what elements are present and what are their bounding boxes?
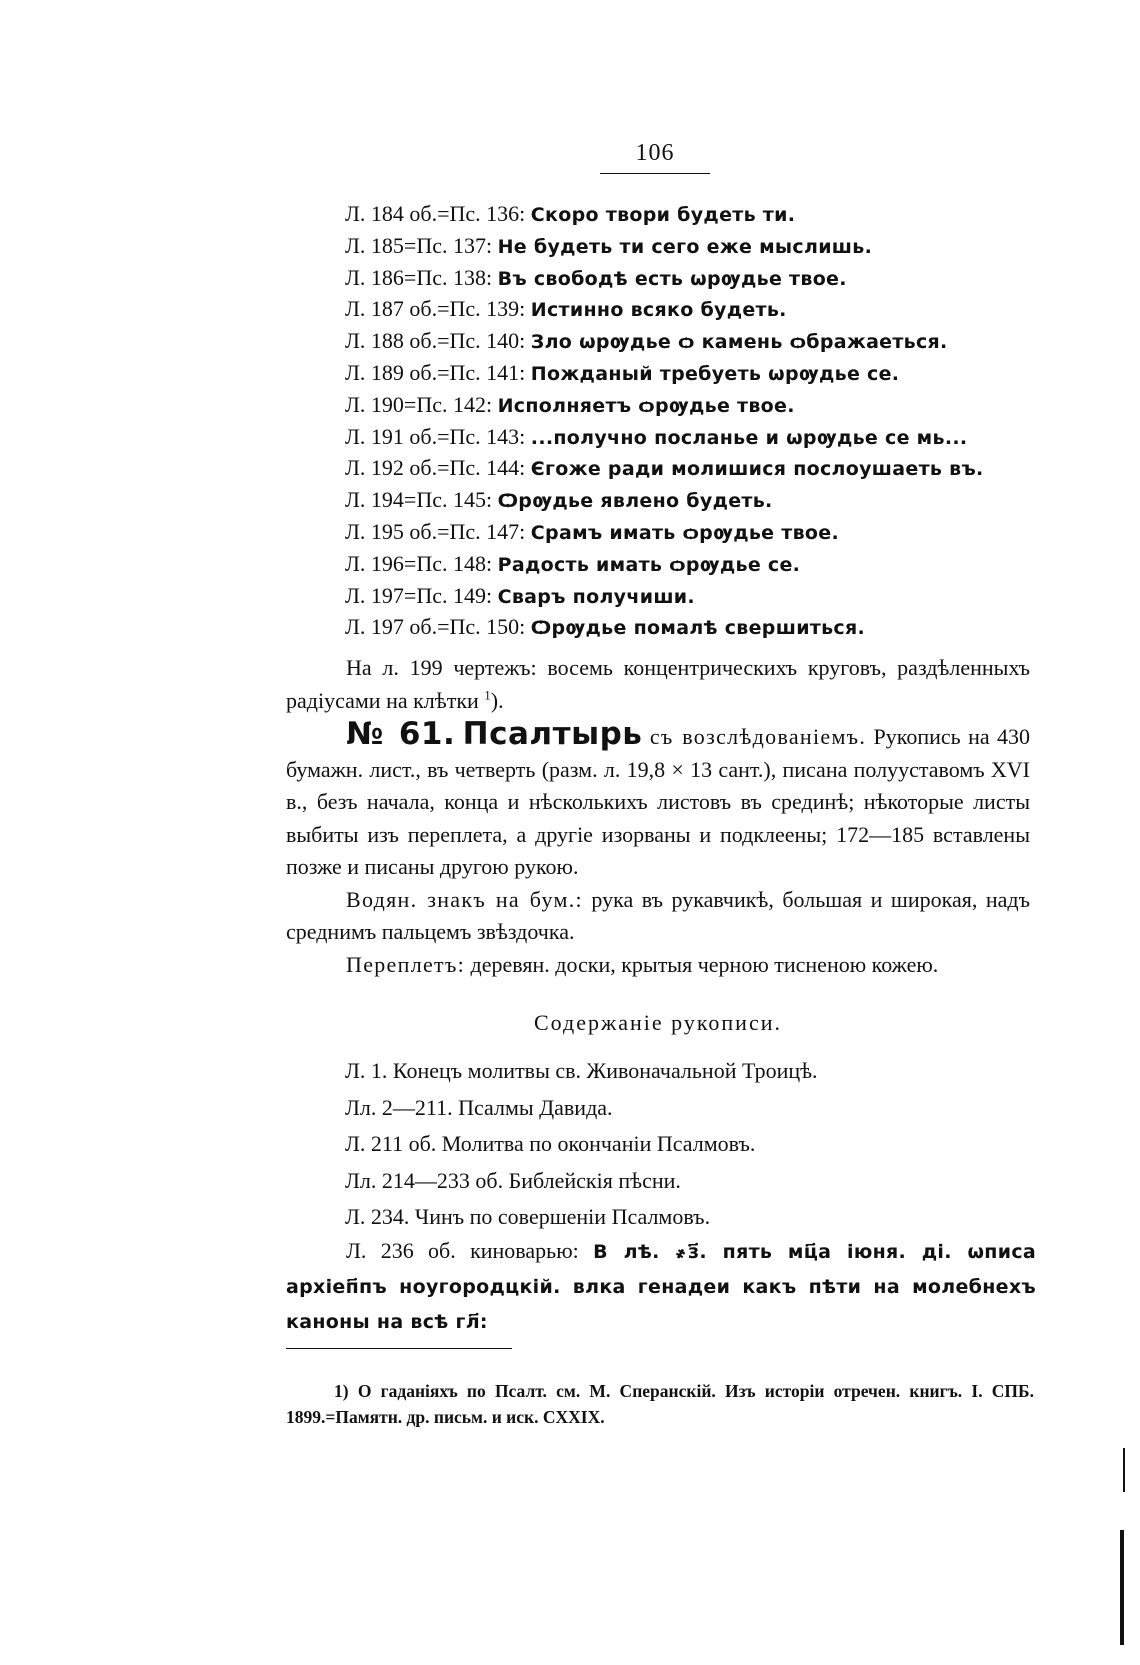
footnote-number: 1) xyxy=(334,1381,349,1401)
page-number-rule xyxy=(600,173,710,174)
psalm-ref: Л. 195 об.=Пс. 147: xyxy=(345,518,526,544)
drawing-note-block xyxy=(286,652,1030,717)
watermark-text: рука въ рукавчикѣ, большая и широкая, надъ среднимъ пальцемъ звѣздочка. xyxy=(286,886,1030,944)
psalm-incipit: Исполняетъ ѻрѹдье твое. xyxy=(497,394,795,417)
manuscript-number: № 61. xyxy=(346,716,456,752)
drawing-note: На л. 199 чертежъ: восемь концентрическихъ круговъ, раздѣленныхъ радіусами на клѣтки $^1$). xyxy=(286,655,1030,713)
contents-item: Л. 211 об. Молитва по окончаніи Псалмовъ. xyxy=(345,1131,756,1156)
psalm-incipit: Срамъ имать ѻрѹдье твое. xyxy=(530,521,839,544)
psalm-ref: Л. 191 об.=Пс. 143: xyxy=(345,423,526,449)
scan-edge-mark xyxy=(1123,1448,1125,1492)
psalm-incipit: Ѻрѹдье помалѣ свершиться. xyxy=(530,617,866,640)
manuscript-description-text: Рукопись на 430 бумажн. лист., въ четверть (разм. л. 19,8 × 13 сант.), писана полууставомъ XVI в., безъ начала, конца и нѣсколькихъ листовъ въ срединѣ; нѣкоторые листы выбиты изъ переплета, а другіе изорваны и подклеены; 172—185 вставлены позже и писаны другою рукою. xyxy=(286,724,1031,879)
psalm-ref: Л. 187 об.=Пс. 139: xyxy=(345,296,526,322)
colophon-text: В лѣ. ҂з҃. пять мц҃а іюня. ді. ѡписа архіеп҃пъ ноугородцкій. влка генадеи какъ пѣти на молебнехъ каноны на всѣ гл҃: xyxy=(286,1241,1037,1333)
psalm-ref-row xyxy=(345,611,1045,643)
scan-edge-mark xyxy=(1120,1530,1124,1645)
psalm-incipit: Пожданый требуеть ѡрѹдье се. xyxy=(530,362,900,385)
page-number: 106 xyxy=(635,140,675,166)
psalm-incipit: Ѻрѹдье явлено будеть. xyxy=(497,490,773,513)
psalm-incipit: Єгоже ради молишися послоушаеть въ. xyxy=(530,458,984,481)
psalm-ref: Л. 192 об.=Пс. 144: xyxy=(345,455,526,481)
psalm-incipit: Не будеть ти сего еже мыслишь. xyxy=(497,235,873,258)
psalm-ref: Л. 184 об.=Пс. 136: xyxy=(345,201,526,226)
psalm-incipit: Скоро твори будеть ти. xyxy=(530,204,796,226)
psalm-ref-row xyxy=(345,580,1045,612)
psalm-ref: Л. 186=Пс. 138: xyxy=(345,264,493,290)
manuscript-entry xyxy=(286,718,1030,981)
psalm-reference-list xyxy=(345,198,1045,643)
contents-item: Лл. 214—233 об. Библейскія пѣсни. xyxy=(345,1167,681,1193)
binding-label: Переплетъ: xyxy=(346,951,466,977)
binding-paragraph xyxy=(286,949,1030,982)
psalm-ref-row xyxy=(345,484,1045,516)
psalm-ref-row xyxy=(345,357,1045,389)
contents-item: Лл. 2—211. Псалмы Давида. xyxy=(345,1094,613,1120)
psalm-ref: Л. 196=Пс. 148: xyxy=(345,550,493,576)
colophon-block xyxy=(286,1234,1036,1339)
contents-item: Л. 234. Чинъ по совершеніи Псалмовъ. xyxy=(345,1204,711,1229)
contents-item: Л. 1. Конецъ молитвы св. Живоначальной Троицѣ. xyxy=(345,1058,818,1083)
psalm-ref-row xyxy=(345,230,1045,262)
psalm-incipit: Радость имать ѻрѹдье се. xyxy=(497,553,801,576)
contents-heading: Содержаніе рукописи. xyxy=(534,1010,782,1035)
footnote-rule xyxy=(286,1348,512,1349)
psalm-ref: Л. 188 об.=Пс. 140: xyxy=(345,328,526,354)
psalm-incipit: ...получно посланье и ѡрѹдье се мь... xyxy=(530,426,968,449)
psalm-ref-row xyxy=(345,293,1045,325)
psalm-incipit: Въ свободѣ есть ѡрѹдье твое. xyxy=(497,267,847,290)
psalm-ref: Л. 189 об.=Пс. 141: xyxy=(345,359,526,385)
watermark-label: Водян. знакъ на бум.: xyxy=(346,886,583,912)
psalm-incipit: Зло ѡрѹдье ѻ камень ѻбражаеться. xyxy=(530,331,948,354)
psalm-ref-row xyxy=(345,198,1045,230)
psalm-ref: Л. 197 об.=Пс. 150: xyxy=(345,614,526,640)
binding-text: деревян. доски, крытыя черною тисненою кожею. xyxy=(470,951,939,977)
psalm-ref: Л. 185=Пс. 137: xyxy=(345,232,493,258)
psalm-ref: Л. 197=Пс. 149: xyxy=(345,582,493,608)
manuscript-title-suffix: съ возслѣдованіемъ. xyxy=(649,724,867,749)
manuscript-title: Псалтырь xyxy=(462,716,643,752)
psalm-ref-row xyxy=(345,262,1045,294)
psalm-incipit: Сваръ получиши. xyxy=(497,585,695,608)
colophon-ref: Л. 236 об. киноварью: xyxy=(346,1238,579,1263)
drawing-note-text: На л. 199 чертежъ: восемь концентрическихъ круговъ, раздѣленныхъ радіусами на клѣтки xyxy=(286,655,1030,713)
psalm-ref: Л. 190=Пс. 142: xyxy=(345,391,493,417)
footnote-body: О гаданіяхъ по Псалт. см. М. Сперанскій. Изъ исторіи отречен. книгъ. I. СПБ. 1899.=Памятн. др. письм. и иск. CXXIX. xyxy=(286,1381,1034,1427)
footnote-text xyxy=(286,1378,1034,1430)
psalm-ref-row xyxy=(345,548,1045,580)
psalm-incipit: Истинно всяко будеть. xyxy=(530,299,787,322)
psalm-ref-row xyxy=(345,421,1045,453)
footnote-mark: 1 xyxy=(484,687,491,703)
manuscript-description xyxy=(286,718,1030,884)
psalm-ref-row xyxy=(345,389,1045,421)
psalm-ref-row xyxy=(345,452,1045,484)
contents-list xyxy=(345,1053,1035,1236)
watermark-paragraph xyxy=(286,884,1030,949)
psalm-ref: Л. 194=Пс. 145: xyxy=(345,487,493,513)
colophon xyxy=(286,1234,1036,1339)
psalm-ref-row xyxy=(345,325,1045,357)
psalm-ref-row xyxy=(345,516,1045,548)
footnote xyxy=(286,1378,1034,1430)
